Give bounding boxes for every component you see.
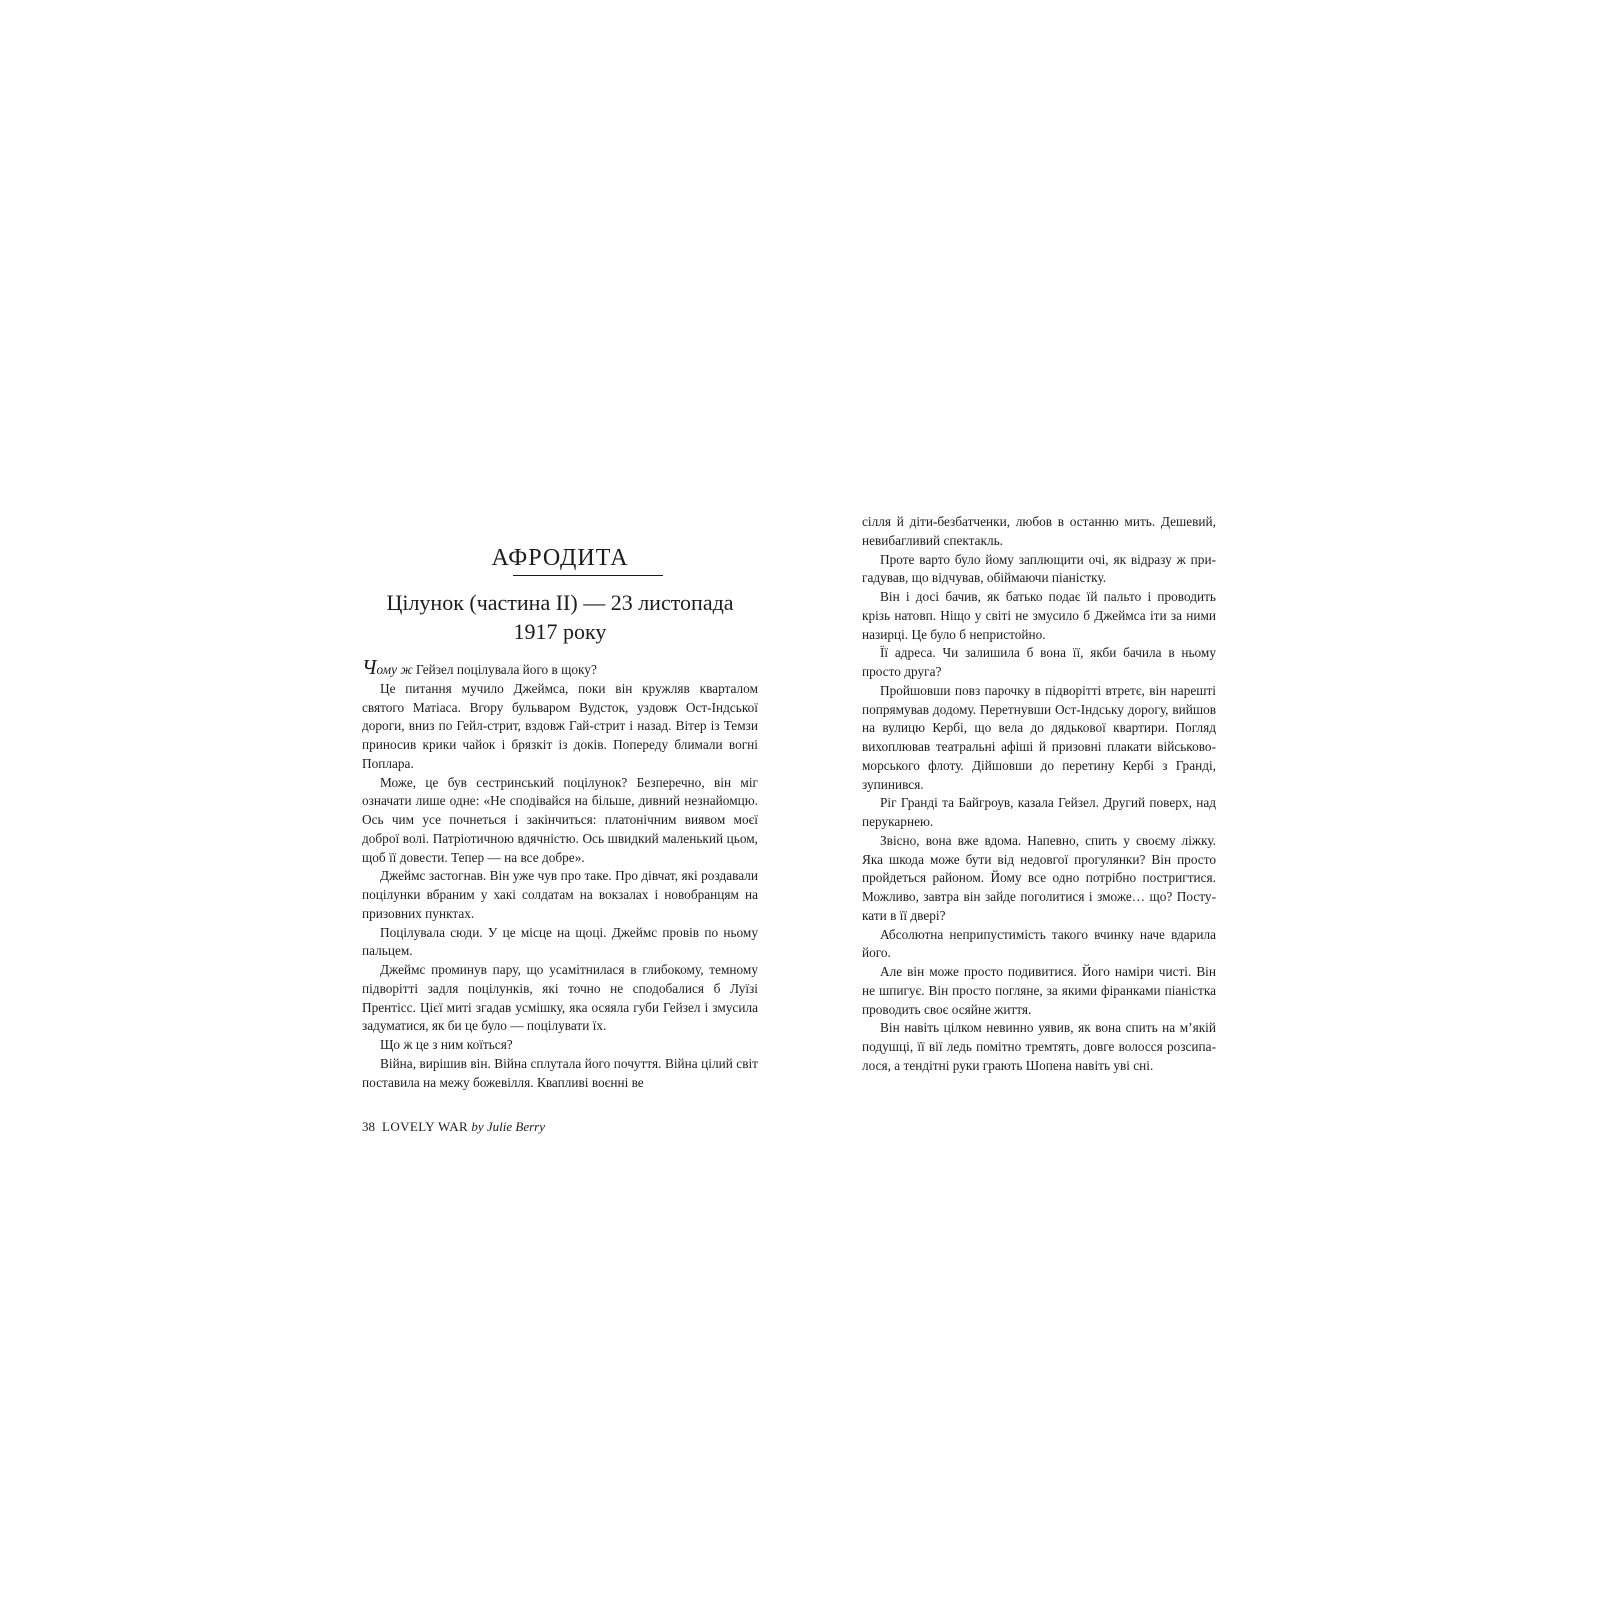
chapter-title: АФРОДИТА — [491, 545, 629, 571]
continuation-paragraph: сілля й діти-безбатченки, любов в останню мить. Дешевий, невибагливий спектакль. — [862, 514, 1216, 548]
paragraph: Звісно, вона вже вдома. Напевно, спить у своєму ліжку. Яка шкода може бути від недовгої прогулянки? Він просто пройдеться районом. Йому все одно потрібно постригтися. Можливо, завтра він зайде поголитися і зможе… що? Постукати в її двері? — [862, 832, 1216, 923]
paragraph: Він навіть цілком невинно уявив, як вона спить на м’якій подушці, її вії ледь помітно тремтять, довге волосся розсипалося, а тендітні руки грають Шопена навіть уві сні. — [862, 1020, 1216, 1073]
running-foot-author: by Julie Berry — [471, 1119, 545, 1134]
paragraph: Пройшовши повз парочку в підворітті втретє, він нарешті попрямував додому. Перетнувши Ост-Індську дорогу, вийшов на вулицю Кербі, що вела до дядькової квартири. Погляд вихоплював театральні афіші й призовні плакати військово-морського флоту. Дійшовши до перетину Кербі з Гранді, зупинився. — [862, 682, 1216, 792]
paragraph: Проте варто було йому заплющити очі, як відразу ж пригадував, що відчував, обіймаючи піаністку. — [862, 551, 1216, 586]
paragraph: Ріг Гранді та Байгроув, казала Гейзел. Другий поверх, над перукарнею. — [862, 795, 1216, 829]
opening-paragraph — [362, 655, 758, 680]
right-page-body — [862, 513, 1216, 1076]
paragraph: Але він може просто подивитися. Його наміри чисті. Він не шпигує. Він просто погляне, за якими фіранками піаністка проводить своє осяйне життя. — [862, 964, 1216, 1017]
paragraph: Джеймс застогнав. Він уже чув про таке. Про дівчат, які роздавали поцілунки вбраним у хакі солдатам на вокзалах і новобранцям на призовних пунктах. — [362, 868, 758, 921]
paragraph: Війна, вирішив він. Війна сплутала його почуття. Війна цілий світ поставила на межу божевілля. Квапливі воєнні ве — [362, 1055, 758, 1090]
paragraph: Може, це був сестринський поцілунок? Безперечно, він міг означати лише одне: «Не сподівайся на більше, дивний незнайомцю. Ось чим усе почнеться і закінчиться: платонічним виявом моєї доброї волі. Патріотичною вдячністю. Ось швидкий маленький цьом, щоб її довести. Тепер — на все добре». — [362, 774, 758, 865]
chapter-subtitle: Цілунок (частина II) — 23 листопада 1917 року — [386, 590, 734, 644]
paragraph: Джеймс проминув пару, що усамітнилася в глибокому, темному підворітті задля поцілунків, які точно не сподобалися б Луїзі Прентісс. Цієї миті згадав усмішку, яка осяяла губи Гейзел і змусила задуматися, як би це було — поцілувати їх. — [362, 962, 758, 1034]
running-foot — [362, 1119, 545, 1135]
paragraph: Поцілувала сюди. У це місце на щоці. Джеймс провів по ньому пальцем. — [362, 924, 758, 959]
dropcap: Ч — [362, 655, 377, 679]
paragraph: Абсолютна неприпустимість такого вчинку наче вдарила його. — [862, 926, 1216, 961]
paragraph: Її адреса. Чи залишила б вона її, якби бачила в ньому просто друга? — [862, 645, 1216, 679]
page-number: 38 — [362, 1119, 375, 1134]
paragraph: Він і досі бачив, як батько подає їй пальто і проводить крізь натовп. Ніщо у світі не змусило б Джеймса іти за ними назирці. Це було б непристойно. — [862, 589, 1216, 642]
lead-italic-words: ому ж — [376, 662, 413, 677]
paragraph: Це питання мучило Джеймса, поки він кружляв кварталом святого Матіаса. Вгору бульваром Вудсток, уздовж Ост-Індської дороги, вниз по Гейл-стрит, вздовж Гай-стрит і назад. Вітер із Темзи приносив крики чайок і брязкіт із доків. Попереду блимали вогні Поплара. — [362, 680, 758, 771]
left-page-body — [362, 655, 758, 1092]
running-foot-book-title: LOVELY WAR — [382, 1119, 469, 1134]
paragraph: Що ж це з ним коїться? — [380, 1037, 513, 1052]
title-divider — [513, 575, 663, 576]
opening-paragraph-text: Гейзел поцілувала його в щоку? — [412, 662, 597, 677]
